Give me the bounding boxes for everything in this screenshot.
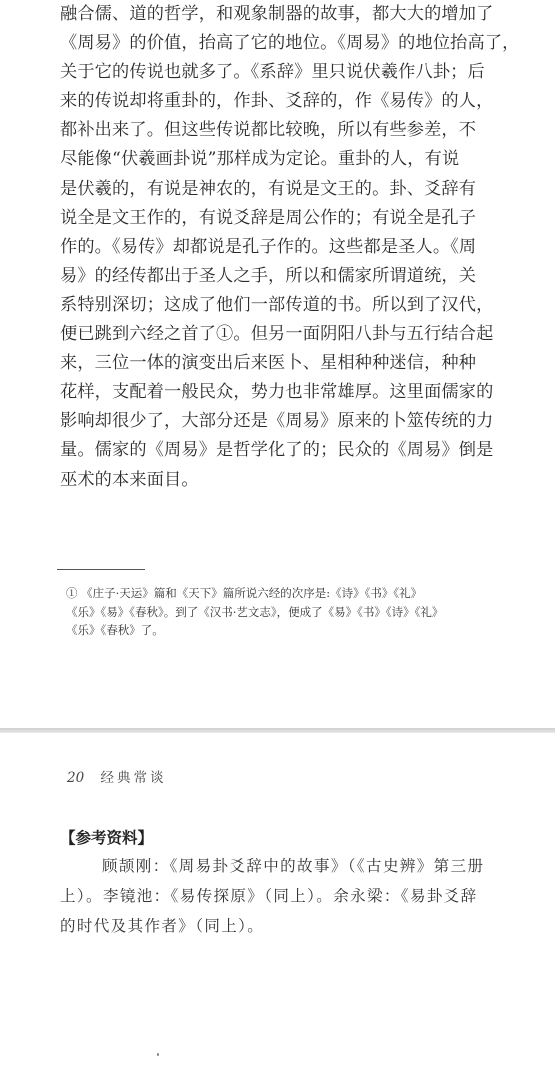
body-line: 来，三位一体的演变出后来医卜、星相种种迷信，种种: [60, 353, 477, 374]
body-line: 《周易》的价值，抬高了它的地位。《周易》的地位抬高了，: [60, 33, 520, 54]
body-line: 影响却很少了，大部分还是《周易》原来的卜筮传统的力: [60, 411, 494, 432]
references-heading: 【参考资料】: [60, 829, 154, 847]
body-paragraph: [60, 0, 520, 495]
body-line: 系特别深切；这成了他们一部传道的书。所以到了汉代，: [60, 294, 494, 315]
body-line: 来的传说却将重卦的，作卦、爻辞的，作《易传》的人，: [60, 91, 494, 112]
body-line: 融合儒、道的哲学，和观象制器的故事，都大大的增加了: [60, 4, 494, 24]
reference-line: 上）。李镜池：《易传探原》（同上）。余永梁：《易卦爻辞: [60, 887, 478, 905]
footnote-line: ① 《庄子·天运》篇和《天下》篇所说六经的次序是:《诗》《书》《礼》: [66, 586, 423, 600]
body-line: 易》的经传都出于圣人之手，所以和儒家所谓道统，关: [60, 265, 477, 286]
footnote-line: 《乐》《春秋》了。: [66, 623, 164, 637]
body-line: 便已跳到六经之首了①。但另一面阴阳八卦与五行结合起: [60, 324, 494, 345]
footnote-line: 《乐》《易》《春秋》。到了《汉书·艺文志》，便成了《易》《书》《诗》《礼》: [66, 604, 444, 619]
reference-line: 顾颉刚：《周易卦爻辞中的故事》（《古史辨》第三册: [102, 857, 485, 875]
body-line: 尽能像“伏羲画卦说”那样成为定论。重卦的人，有说: [60, 149, 460, 170]
lower-page: [0, 733, 555, 1080]
reference-line: 的时代及其作者》（同上）。: [60, 917, 265, 935]
body-line: 作的。《易传》却都说是孔子作的。这些都是圣人。《周: [60, 236, 477, 257]
body-line: 是伏羲的，有说是神农的，有说是文王的。卦、爻辞有: [60, 178, 477, 199]
body-line: 巫术的本来面目。: [60, 469, 199, 490]
footnote-divider: [57, 569, 145, 570]
footnote: [66, 584, 496, 640]
running-title: 经典常谈: [100, 770, 167, 786]
scan-speck: [157, 1053, 159, 1056]
body-line: 量。儒家的《周易》是哲学化了的；民众的《周易》倒是: [60, 440, 494, 461]
body-line: 关于它的传说也就多了。《系辞》里只说伏羲作八卦；后: [60, 62, 485, 83]
running-header: [67, 766, 166, 786]
body-line: 都补出来了。但这些传说都比较晚，所以有些参差，不: [60, 120, 477, 141]
references-text: [60, 851, 500, 941]
page-number: 20: [67, 770, 85, 786]
body-line: 说全是文王作的，有说爻辞是周公作的；有说全是孔子: [60, 207, 477, 228]
body-line: 花样，支配着一般民众，势力也非常雄厚。这里面儒家的: [60, 382, 494, 403]
